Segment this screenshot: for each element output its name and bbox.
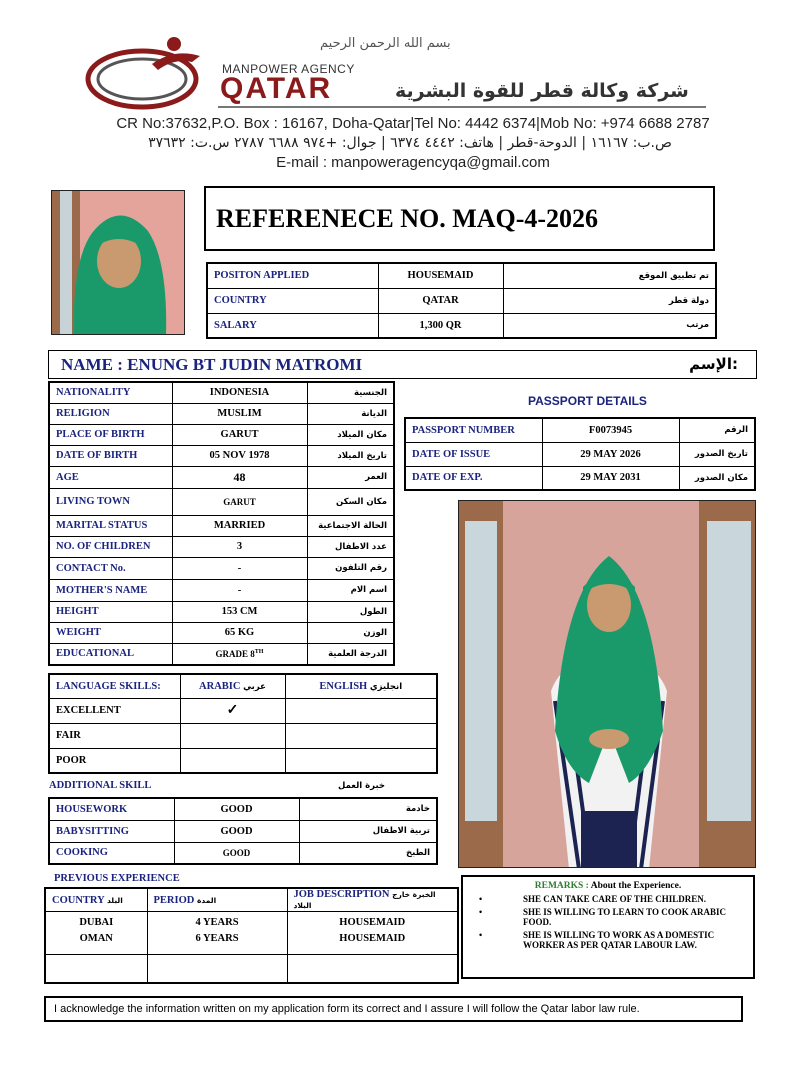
reference-number: REFERENECE NO. MAQ-4-2026 (216, 204, 599, 233)
agency-email: E-mail : manpoweragencyqa@gmail.com (276, 154, 550, 171)
job-header: JOB DESCRIPTION (293, 889, 390, 900)
table-row (49, 403, 394, 424)
table-row (207, 263, 716, 288)
experience-country: OMAN (45, 933, 147, 955)
skill-label: COOKING (49, 842, 174, 864)
full-body-photo (458, 500, 756, 868)
personal-label-arabic: مكان الميلاد (307, 424, 394, 445)
personal-label-arabic: تاريخ الميلاد (307, 445, 394, 466)
table-row (49, 842, 437, 864)
remarks-header (471, 881, 745, 891)
passport-value: F0073945 (542, 418, 679, 442)
personal-value (172, 643, 307, 665)
skill-label: BABYSITTING (49, 820, 174, 842)
arabic-skill-mark (180, 723, 285, 748)
personal-label: LIVING TOWN (49, 488, 172, 515)
education-superscript: TH (254, 648, 264, 655)
personal-value: MARRIED (172, 515, 307, 536)
personal-label: CONTACT No. (49, 557, 172, 579)
additional-skill-table (48, 797, 438, 865)
remarks-box (461, 875, 755, 979)
language-header-label: LANGUAGE SKILLS: (49, 674, 180, 698)
english-skill-mark (285, 748, 437, 773)
table-row (49, 466, 394, 488)
table-row (49, 445, 394, 466)
experience-job: HOUSEMAID (287, 912, 458, 933)
period-header-arabic: المدة (196, 895, 217, 905)
table-row (49, 488, 394, 515)
table-row (405, 418, 755, 442)
job-label: SALARY (207, 313, 378, 338)
personal-label: EDUCATIONAL (49, 643, 172, 665)
remark-item: • SHE CAN TAKE CARE OF THE CHILDREN. (471, 894, 745, 904)
header-divider (218, 106, 706, 108)
personal-label-arabic: الجنسية (307, 382, 394, 403)
table-row (49, 579, 394, 601)
applicant-name: NAME : ENUNG BT JUDIN MATROMI (61, 355, 363, 374)
personal-label: NO. OF CHILDREN (49, 536, 172, 557)
personal-value: - (172, 579, 307, 601)
agency-name: QATAR (220, 72, 333, 105)
table-row (49, 536, 394, 557)
passport-label-arabic: مكان الصدور (679, 466, 755, 490)
experience-period (147, 955, 287, 983)
education-value: GRADE 8 (215, 648, 255, 659)
skill-value: GOOD (174, 820, 299, 842)
passport-value: 29 MAY 2026 (542, 442, 679, 466)
personal-value: 48 (172, 466, 307, 488)
experience-job (287, 955, 458, 983)
table-row (45, 912, 458, 933)
remarks-subtitle: About the Experience. (590, 881, 682, 891)
personal-label-arabic: الوزن (307, 622, 394, 643)
personal-label-arabic: الديانة (307, 403, 394, 424)
personal-label: RELIGION (49, 403, 172, 424)
personal-label-arabic: عدد الاطفال (307, 536, 394, 557)
personal-label-arabic: الطول (307, 601, 394, 622)
table-row (45, 933, 458, 955)
personal-details-table (48, 381, 395, 666)
period-column-header (147, 888, 287, 912)
language-skills-table (48, 673, 438, 774)
table-row (49, 674, 437, 698)
table-row (49, 601, 394, 622)
table-row (49, 698, 437, 723)
skill-value: GOOD (174, 798, 299, 820)
personal-label-arabic: العمر (307, 466, 394, 488)
personal-value: 05 NOV 1978 (172, 445, 307, 466)
passport-table (404, 417, 756, 491)
job-column-header (287, 888, 458, 912)
personal-value: - (172, 557, 307, 579)
passport-label-arabic: تاريخ الصدور (679, 442, 755, 466)
personal-label: NATIONALITY (49, 382, 172, 403)
language-level: POOR (49, 748, 180, 773)
passport-label: DATE OF EXP. (405, 466, 542, 490)
arabic-skill-mark (180, 748, 285, 773)
job-table (206, 262, 717, 339)
personal-label-arabic: اسم الام (307, 579, 394, 601)
arabic-label-arabic: عربي (243, 681, 266, 692)
arabic-column-header (180, 674, 285, 698)
table-row (49, 382, 394, 403)
personal-value: GARUT (172, 488, 307, 515)
applicant-name-arabic-label: الإسم: (689, 355, 738, 373)
experience-country: DUBAI (45, 912, 147, 933)
table-row (49, 643, 394, 665)
table-row (49, 798, 437, 820)
table-row (49, 723, 437, 748)
personal-label: WEIGHT (49, 622, 172, 643)
name-box (48, 350, 757, 379)
country-header: COUNTRY (52, 894, 105, 906)
personal-value: INDONESIA (172, 382, 307, 403)
passport-title: PASSPORT DETAILS (528, 394, 647, 408)
reference-box (204, 186, 715, 251)
personal-value: 3 (172, 536, 307, 557)
table-row (49, 820, 437, 842)
personal-value: 65 KG (172, 622, 307, 643)
table-row (405, 466, 755, 490)
job-label-arabic: مرتب (503, 313, 716, 338)
skill-label-arabic: تربية الاطفال (299, 820, 437, 842)
personal-label-arabic: رقم التلفون (307, 557, 394, 579)
experience-country (45, 955, 147, 983)
table-row (45, 888, 458, 912)
agency-name-arabic: شركة وكالة قطر للقوة البشرية (395, 80, 689, 102)
table-row (207, 313, 716, 338)
personal-value: GARUT (172, 424, 307, 445)
personal-label: AGE (49, 466, 172, 488)
personal-value: 153 CM (172, 601, 307, 622)
period-header: PERIOD (153, 894, 195, 906)
table-row (45, 955, 458, 983)
personal-label: DATE OF BIRTH (49, 445, 172, 466)
table-row (49, 622, 394, 643)
additional-skill-title-arabic: خبرة العمل (338, 781, 386, 791)
skill-label-arabic: الطبخ (299, 842, 437, 864)
agency-subtitle: MANPOWER AGENCY (222, 62, 355, 76)
previous-experience-title: PREVIOUS EXPERIENCE (54, 873, 180, 884)
previous-experience-table (44, 887, 459, 984)
passport-label: DATE OF ISSUE (405, 442, 542, 466)
passport-label-arabic: الرقم (679, 418, 755, 442)
english-label-arabic: انجليزي (369, 681, 403, 692)
remarks-title: REMARKS : (534, 881, 589, 891)
portrait-photo (51, 190, 185, 335)
job-label-arabic: تم تطبيق الموقع (503, 263, 716, 288)
personal-label: MOTHER'S NAME (49, 579, 172, 601)
table-row (207, 288, 716, 313)
experience-job: HOUSEMAID (287, 933, 458, 955)
personal-label-arabic: الحالة الاجتماعية (307, 515, 394, 536)
english-column-header (285, 674, 437, 698)
english-skill-mark (285, 723, 437, 748)
experience-period: 6 YEARS (147, 933, 287, 955)
table-row (49, 557, 394, 579)
skill-value: GOOD (174, 842, 299, 864)
personal-label: PLACE OF BIRTH (49, 424, 172, 445)
personal-label-arabic: الدرجة العلمية (307, 643, 394, 665)
arabic-label: ARABIC (199, 680, 241, 692)
job-label: POSITON APPLIED (207, 263, 378, 288)
personal-label: HEIGHT (49, 601, 172, 622)
acknowledgement-statement: I acknowledge the information written on my application form its correct and I assure I will follow the Qatar labor law rule. (44, 996, 743, 1022)
skill-label-arabic: خادمة (299, 798, 437, 820)
table-row (49, 748, 437, 773)
job-value: QATAR (378, 288, 503, 313)
passport-label: PASSPORT NUMBER (405, 418, 542, 442)
personal-label-arabic: مكان السكن (307, 488, 394, 515)
contact-line-arabic: ص.ب: ١٦١٦٧ | الدوحة-قطر | هاتف: ٤٤٤٢ ٦٣٧٤ | جوال: +٩٧٤ ٦٦٨٨ ٢٧٨٧ س.ت: ٣٧٦٣٢ (148, 135, 672, 151)
remark-item: • SHE IS WILLING TO LEARN TO COOK ARABIC FOOD. (471, 907, 745, 927)
agency-logo (82, 34, 212, 114)
table-row (405, 442, 755, 466)
additional-skill-title: ADDITIONAL SKILL (49, 780, 152, 791)
job-label-arabic: دولة قطر (503, 288, 716, 313)
skill-label: HOUSEWORK (49, 798, 174, 820)
country-header-arabic: البلد (106, 895, 123, 905)
remark-item: • SHE IS WILLING TO WORK AS A DOMESTIC WORKER AS PER QATAR LABOUR LAW. (471, 930, 745, 950)
job-label: COUNTRY (207, 288, 378, 313)
english-skill-mark (285, 698, 437, 723)
contact-line-english: CR No:37632,P.O. Box : 16167, Doha-Qatar|Tel No: 4442 6374|Mob No: +974 6688 2787 (116, 115, 710, 132)
job-value: HOUSEMAID (378, 263, 503, 288)
language-level: FAIR (49, 723, 180, 748)
table-row (49, 424, 394, 445)
passport-value: 29 MAY 2031 (542, 466, 679, 490)
job-value: 1,300 QR (378, 313, 503, 338)
experience-period: 4 YEARS (147, 912, 287, 933)
basmala-calligraphy: بسم الله الرحمن الرحيم (320, 36, 451, 51)
table-row (49, 515, 394, 536)
country-column-header (45, 888, 147, 912)
personal-value: MUSLIM (172, 403, 307, 424)
arabic-skill-mark: ✓ (180, 698, 285, 723)
job-header-arabic: الخبرة خارج البلاد (293, 890, 436, 910)
personal-label: MARITAL STATUS (49, 515, 172, 536)
language-level: EXCELLENT (49, 698, 180, 723)
english-label: ENGLISH (319, 680, 368, 692)
